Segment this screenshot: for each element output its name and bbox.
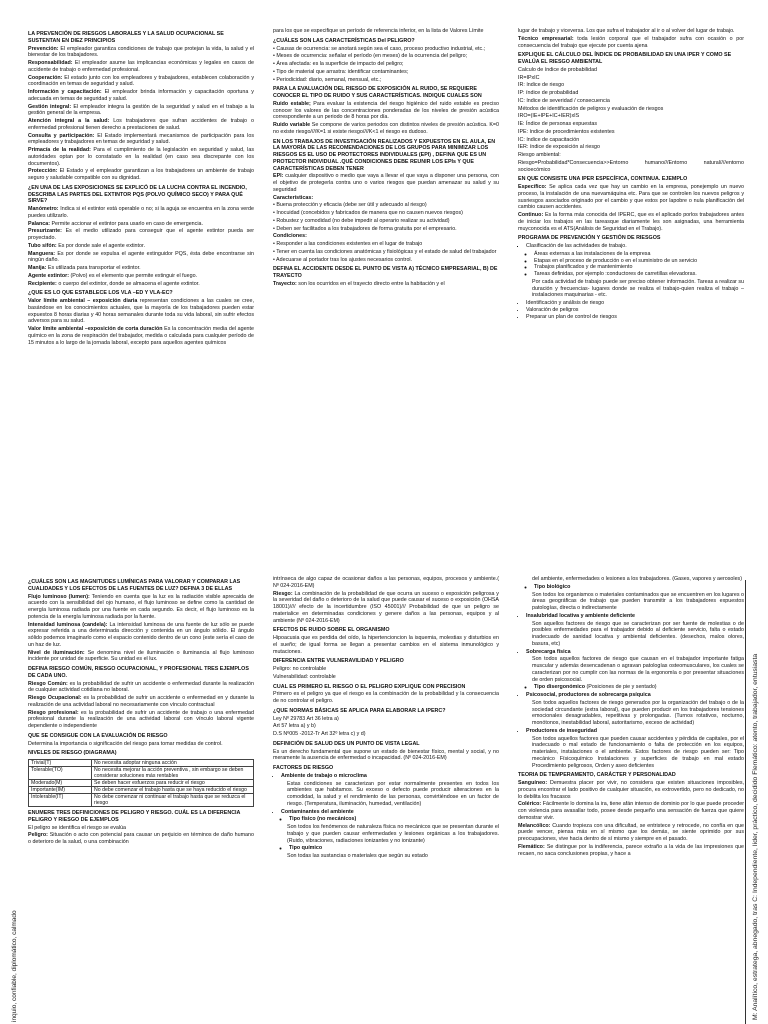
paragraph: D.S Nº005 -2012-Tr Art 32º letra c) y d) xyxy=(273,731,366,737)
list-item: • Causas de ocurrencia: se anotará según sea el caso, proceso productivo industrial, etc.; xyxy=(273,45,486,52)
heading-niveles: NIVELES DE RIESGO (DIAGRAMA) xyxy=(28,750,117,757)
heading-iper-especifica: EN QUE CONSISTE UNA IPER ESPECÍFICA, CONTINUA. EJEMPLO xyxy=(518,176,688,183)
heading-efectos-ruido: EFECTOS DE RUIDO SOBRE EL ORGANISMO xyxy=(273,627,390,634)
paragraph: Vulnerabilidad: controlable xyxy=(273,673,336,680)
program-sublist xyxy=(534,251,744,278)
paragraph: Peligro: Situación o acto con potencial para causar un perjuicio en términos de daño humano o deterioro de la salud, o una combinación xyxy=(28,832,254,845)
formula-line: IE: Índice de personas expuestas xyxy=(518,121,598,127)
top-column-1 xyxy=(28,28,254,510)
top-column-3 xyxy=(518,28,744,510)
table-row: Tolerable(TO) No necesita mejorar la acción preventiva , sin embargo se deben considerar soluciones más rentables xyxy=(29,767,254,780)
heading-extintor: ¿EN UNA DE LAS EXPOSICIONES SE EXPLICÓ DE LA LUCHA CONTRA EL INCENDIO, DESCRIBA LAS PARTES DEL EXTINTOR PQS (POLVO QUÍMICO SECO) Y PARA QUÉ SIRVE? xyxy=(28,184,247,205)
paragraph: Responsabilidad: El empleador asume las implicancias económicas y legales en casos de accidente de trabajo o enfermedad profesional. xyxy=(28,60,254,73)
list-item: • Área afectada: es la superficie de impacto del peligro; xyxy=(273,61,404,67)
paragraph: del ambiente, enfermedades o lesiones a los trabajadores. (Gases, vapores y aerosoles) xyxy=(532,576,743,582)
paragraph: Gestión integral: El empleador integra la gestión de la seguridad y salud en el trabajo a la gestión general de la empresa. xyxy=(28,103,254,117)
paragraph: Art 57 letra a) y b) xyxy=(273,723,316,730)
table-row: Intolerable(IT) No debe comenzar ni continuar el trabajo hasta que se reduzca el riesgo xyxy=(29,794,254,807)
formula-line: Riesgo ambiental: xyxy=(518,152,561,158)
left-margin-text: inquio, confiable, diplomático, calmado xyxy=(11,910,18,1022)
paragraph: Riesgo Ocupacional: es la probabilidad de sufrir un accidente o enfermedad en y durante la realización de una actividad laboral no necesariamente con vínculo contractual xyxy=(28,695,254,708)
heading-normas: ¿QUE NORMAS BÁSICAS SE APLICA PARA ELABORAR LA IPERC? xyxy=(273,707,446,714)
bottom-column-3 xyxy=(518,576,744,1024)
list-item: ◦ Tareas definidas, por ejemplo :conductores de carretillas elevadoras. xyxy=(534,271,744,278)
paragraph: Específico: Se aplica cada vez que hay un cambio en la empresa, ponejemplo un nuevo proceso, la instalación de una nuevamáquina etc. Para que se controlen los nuevos peligros y susriesgos asociados originado por el cambio y que estos por lapobre o nula planificación del cambio causen accidentes. xyxy=(518,184,744,211)
heading-primero: CUAL ES PRIMERO EL RIESGO O EL PELIGRO EXPLIQUE CON PRECISION xyxy=(273,683,466,690)
paragraph: Primacía de la realidad: Para el cumplimiento de la legislación en seguridad y salud, las autoridades optan por lo constatado en la realidad (en caso sea discrepante con los documentos). xyxy=(28,147,254,167)
heading-lumenicas: ¿CUÁLES SON LAS MAGNITUDES LUMÍNICAS PARA VALORAR Y COMPARAR LAS CUALIDADES Y LOS EFECTOS DE LAS FUENTES DE LUZ? DEFINA 3 DE ELLAS xyxy=(28,579,241,592)
paragraph: Atención integral a la salud: Los trabajadores que sufran accidentes de trabajo o enfermedad profesional tienen derecho a prestaciones de salud. xyxy=(28,118,254,131)
paragraph: EPI: cualquier dispositivo o medio que vaya a llevar el que vaya a disponer una persona, con el objetivo de protegerla contra uno o varios riesgos que puedan amenazar su salud y su seguridad xyxy=(273,173,499,193)
factor-sublist xyxy=(289,845,499,852)
list-item: • Adecuarse al portador tras los ajustes necesarios control. xyxy=(273,256,413,263)
formula-line: IPE: índice de procedimientos existentes xyxy=(518,128,615,135)
label: Condiciones: xyxy=(273,233,307,240)
paragraph: Flujo luminoso (lumen): Teniendo en cuenta que la luz es la radiación visible aprecaida de acuerdo con la sensibilidad del ojo humano, el flujo luminoso se define como la cantidad de energía luminosa radiada por una fuente en cada segundo. Es decir, el flujo luminoso es la potencia de la energía luminosa radiada por la fuente. xyxy=(28,593,255,620)
factor-list xyxy=(526,649,744,656)
formula-line: IR: índice de riesgo xyxy=(518,82,565,89)
paragraph: Recipiente: o cuerpo del extintor, donde se almacena el agente extintor. xyxy=(28,280,200,287)
formula-line: IC: índice de capacitación xyxy=(518,136,580,143)
paragraph: Riesgo: La combinación de la probabilidad de que ocurra un suceso o exposición peligrosa y la severidad del daño o deterioro de la salud que puede causar el suceso o exposición (OHSA 18001)//// efecto de la incertidumbre (ISO 45001)/// Probabilidad de que un peligro se materialice en determinadas condiciones y genere daños a las personas, equipos y al ambiente (Nº 024-2016-EM) xyxy=(273,590,499,624)
formula-line: IER: índice de exposición al riesgo xyxy=(518,144,600,151)
paragraph: Ruido variable Se compone de varios periodos con distintos niveles de presión acústica. K=0 no existe riesgo////K=1 si existe riesgo////K<1 el riesgo es dudoso. xyxy=(273,122,499,135)
paragraph: Son todas las sustancias o materiales que según su estado xyxy=(287,853,428,859)
heading-epi: EN LOS TRABAJOS DE INVESTIGACIÓN REALIZADOS Y EXPUESTOS EN EL AULA, EN LA MAYORÍA DE LAS RECOMENDACIONES DE LOS GRUPOS PARA MINIMIZAR LOS RIESGOS ES EL USO DE PROTECTORES INDIVIDUALES (EPI) , DEFINA QUE ES UN PROTECTOR INDIVIDUAL .QUÉ CONDICIONES DEBE REUNIR LOS EPIs Y QUE CARACTERÍSTICAS DEBEN TENER xyxy=(273,138,496,172)
paragraph: Agente extintor: (Polvo) es el elemento que permite extinguir el fuego. xyxy=(28,272,198,279)
factor-list xyxy=(281,773,499,780)
paragraph: Estas condiciones se caracterizan por estar normalmente presentes en todos los ambientes que habitamos. Su exceso o defecto puede producir alteraciones en la comodidad, la salud y el rendimiento de las personas, convirtiéndose en un factor de riesgo. (Temperatura, iluminación, humedad, ventilación) xyxy=(287,780,499,807)
list-item: ▪ Clasificación de las actividades de trabajo. xyxy=(526,243,744,250)
bottom-panel xyxy=(28,576,744,1024)
paragraph: Hipoacusia que es perdida del oído, la hipertencioncion la isquemia, molestias y disturbios en el sueño; de igual forma se llegan a presentar cambios en el sistema inmunológico y mutaciones. xyxy=(273,635,499,655)
list-item: • Preparar un plan de control de riesgos xyxy=(526,314,744,321)
table-row: Moderado(M) Se deben hacer esfuerzos para reducir el riesgo xyxy=(29,780,254,787)
paragraph: Manómetro: Indica si el extintor está operable o no; si la aguja se encuentra en la zona verde puedes utilizarlo. xyxy=(28,206,254,219)
paragraph: Continuo: Es la forma más conocida del IPERC, que es el aplicado porlos trabajadores antes de iniciar los trabajos en las tareasque diariamente les son asignadas, una herramienta muyconocida es el ATS(Análisis de Seguridad en el Trabajo). xyxy=(518,212,744,232)
heading-vla: ¿QUE ES LO QUE ESTABLECE LOS VLA –ED Y VLA-EC? xyxy=(28,290,173,297)
paragraph: Primero es el peligro ya que el riesgo es la combinación de la probabilidad y la consecuencia de no controlar el peligro. xyxy=(273,691,499,704)
list-item: ◦ Áreas externas a las instalaciones de la empresa xyxy=(534,251,744,258)
factor-list xyxy=(526,728,744,735)
factor-sublist xyxy=(534,584,744,591)
right-margin-strip xyxy=(745,580,768,1024)
paragraph: Colérico: Fácilmente lo domina la ira, tiene afán intenso de dominio por lo que puede proceder con violencia para avasallar todo, posee desde pequeño una sensación de fuerza que quiere demostrar vivir. xyxy=(518,801,744,821)
paragraph: Protección: El Estado y el empleador garantizan a los trabajadores un ambiente de trabajo seguro y saludable compatible con su dignidad. xyxy=(28,168,254,181)
paragraph: Son todos los organismos o materiales contaminados que se encuentren en los lugares o áreas geográficas de trabajo que pueden transmitir a los trabajadores expuestos patologías, directa o indirectamente xyxy=(532,591,744,611)
paragraph: Palanca: Permite accionar el extintor para usarlo en caso de emergencia. xyxy=(28,220,203,227)
formula-line: IR=IPxIC xyxy=(518,74,540,81)
list-item: ◦ Tipo físico (no mecánicos) xyxy=(289,816,499,823)
factor-sublist xyxy=(289,816,499,823)
list-item: • Responder a las condiciones existentes en el lugar de trabajo xyxy=(273,241,423,247)
factor-sublist xyxy=(534,684,744,691)
paragraph: Técnico empresarial: toda lesión corporal que el trabajador sufra con ocasión o por consecuencia del trabajo que ejecute por cuenta ajena xyxy=(518,35,744,49)
heading-temperamento: TEORIA DE TEMPERAMENTO, CARÁCTER Y PERSONALIDAD xyxy=(518,772,676,779)
formula-line: Métodos de identificación de peligros y evaluación de riesgos xyxy=(518,105,664,112)
heading-factores: FACTORES DE RIESGO xyxy=(273,765,334,771)
factor-list xyxy=(526,613,744,620)
list-item: ◦ Tipo disergonómico (Posiciones de pie y sentado) xyxy=(534,684,744,691)
paragraph: Son todos aquellos factores de riesgo que causan en el trabajador importante fatiga muscular y además desencadenan o agravan patologías osteomusculares, los cuales se caracterizan por no cumplir con las normas de la ergonomía o por presentar situaciones de orden psicosocial. xyxy=(532,656,744,683)
heading-salud: DEFINICIÓN DE SALUD DES UN PUNTO DE VISTA LEGAL xyxy=(273,740,420,747)
list-item: • Tener en cuenta las condiciones anatómicas y fisiológicas y el estado de salud del trabajador xyxy=(273,248,497,255)
paragraph: Presurizante: Es el medio utilizado para conseguir que el agente extintor pueda ser proyectado. xyxy=(28,228,254,241)
list-item: • Contaminantes del ambiente xyxy=(281,809,499,816)
top-column-2 xyxy=(273,28,499,510)
table-row: Trivial(T) No necesita adoptar ninguna acción xyxy=(29,760,254,767)
paragraph: Melancólico: Cuando tropieza con una dificultad, se entristece y retrocede, no confía en que puede vencer, piensa más en sí mismo que los demás, se siente oprimido por sus preocupaciones, vive hacia dentro de sí mismo y siempre en el pasado. xyxy=(518,822,744,842)
left-margin-strip xyxy=(0,800,18,1024)
heading-principios: LA PREVENCIÓN DE RIESGOS LABORALES Y LA SALUD OCUPACIONAL SE SUSTENTAN EN DIEZ PRINCIPIOS xyxy=(28,31,224,44)
program-list-2 xyxy=(526,300,744,320)
paragraph: Sanguíneo: Demuestra placer por vivir, no considera que existen situaciones imposibles, procura encontrar el lado positivo de cualquier situación, es extrovertido, pero no dedicado, no lo debilita los fracasos xyxy=(518,780,744,800)
factor-list xyxy=(526,692,744,699)
list-item: • Productores de inseguridad xyxy=(526,728,744,735)
paragraph: Tubo sifón: Es por donde sale el agente extintor. xyxy=(28,242,145,249)
paragraph: Peligro: no controlable xyxy=(273,666,327,672)
right-margin-text: M: Analítico, estratega, abnegado, tras C: Independiente, líder, práctico, decidido Flemático: atento, trabajador, entusiasta xyxy=(752,653,759,1020)
paragraph: Trayecto: son los ocurridos en el trayecto directo entre la habitación y el xyxy=(273,280,445,287)
list-item: ◦ Trabajos planificados y de mantenimiento xyxy=(534,264,744,271)
paragraph: Es un derecho fundamental que supone un estado de bienestar físico, mental y social, y no meramente la ausencia de enfermedad o incapacidad. (Nº 024-2016-EM) xyxy=(273,748,499,762)
paragraph: Son todos aquellos factores que pueden causar accidentes y pérdida de capitales, por el inadecuado o mal estado de funcionamiento o falta de protección en los equipos, materiales, instalaciones o el ambiente. Estos factores de riesgo pueden ser: Tipo mecánico Físicoquímico Instalaciones y superficies de trabajo en mal estado Procedimiento peligrosos, Orden y aseo deficientes xyxy=(532,735,744,769)
paragraph: Prevención: El empleador garantiza condiciones de trabajo que protejan la vida, la salud y el bienestar de los trabajadores. xyxy=(28,45,254,59)
paragraph: Riesgo Común: es la probabilidad de sufrir un accidente o enfermedad durante la realización de cualquier actividad cotidiana no laboral. xyxy=(28,680,254,694)
paragraph: Flemático: Se distingue por la indiferencia, parece extraño a la vida de las impresiones que recaen, no saca conclusiones propias, y hace a xyxy=(518,843,744,857)
formula-line: IC: índice de severidad / consecuencia xyxy=(518,97,610,104)
paragraph: Son todos los fenómenos de naturaleza física no mecánicos que se presentan durante el trabajo y que pueden causar enfermedades y lesiones orgánicas a los trabajadores. (Ruido, vibraciones, radiaciones ionizantes y no ionizante) xyxy=(287,824,499,844)
factor-list xyxy=(281,809,499,816)
list-item: • Deben ser facilitados a los trabajadores de forma gratuita por el empresario. xyxy=(273,225,457,232)
heading-iper: EXPLIQUE EL CÁLCULO DEL ÍNDICE DE PROBABILIDAD EN UNA IPER Y COMO SE EVALÚA EL RIESGO AMBIENTAL xyxy=(518,52,732,65)
formula-line: IRO=(IE+IPE+IC+IER)xIS xyxy=(518,113,580,120)
paragraph: para los que se especifique un período de referencia inferior, en la lista de Valores Límite xyxy=(273,28,484,34)
heading-programa: PROGRAMA DE PREVENCIÓN Y GESTIÓN DE RIESGOS xyxy=(518,235,661,242)
list-item: • Buena protección y eficacia (debe ser útil y adecuado al riesgo) xyxy=(273,202,427,209)
paragraph: El peligro se identifica el riesgo se evalúa xyxy=(28,824,127,831)
paragraph: Ley Nº 29783 Art 36 letra a) xyxy=(273,715,339,722)
list-item: • Robustez y comodidad (no debe impedir al operario realizar su actividad) xyxy=(273,217,450,224)
bottom-column-1 xyxy=(28,576,254,1024)
paragraph: Manguera: Es por donde se expulsa el agente extinguidor PQS, ésta debe encontrarse sin ningún daño. xyxy=(28,250,254,264)
formula-line: Riesgo=Probabilidad*Consecuencia>>Entorno humano///Entorno natural////entorno socioecómico xyxy=(518,159,744,173)
formula-line: Calculo de índice de probabilidad xyxy=(518,66,598,73)
paragraph: Son todos aquellos factores de riesgo generados por la organización del trabajo o de la sociedad circundante (extra laboral), que pueden producir en los trabajadores tensiones emocionales desagradables, repetitivas y prolongadas. (Turnos rotativos, nocturno, monótonos, inestabilidad laboral, autoritarismo, exceso de actividad) xyxy=(532,699,744,726)
heading-accidente: DEFINA EL ACCIDENTE DESDE EL PUNTO DE VISTA A) TÉCNICO EMPRESARIAL, B) DE TRAYECTO xyxy=(273,266,498,279)
paragraph: Riesgo profesional: es la probabilidad de sufrir un accidente de trabajo o una enfermedad profesional durante la realización de una actividad laboral con vínculo laboral vigente dependiente o independiente xyxy=(28,709,254,729)
paragraph: Consulta y participación: El Estado implementará mecanismos de participación para los empleadores y trabajadores en temas de seguridad y salud. xyxy=(28,132,254,146)
paragraph: lugar de trabajo y viceversa. Los que sufra el trabajador al ir o al volver del lugar de trabajo. xyxy=(518,28,735,34)
list-item: • Tipo de material que arrastra: identificar contaminantes; xyxy=(273,68,409,75)
paragraph: Por cada actividad de trabajo puede ser preciso obtener información. Tareas a realizar su duración y frecuencias- lugares donde se realiza el trabajo-quien realiza el trabajo –instalaciones maquinarias - etc. xyxy=(532,278,744,299)
heading-caracteristicas: ¿CUÁLES SON LAS CARACTERÍSTICAS Del PELIGRO? xyxy=(273,37,415,44)
paragraph: Cooperación: El estado junto con los empleadores y trabajadores, establecen colaboración y coordinación en temas de seguridad y salud. xyxy=(28,74,254,88)
paragraph: Valor límite ambiental – exposición diaria representan condiciones a las cuales se cree, basándose en los conocimientos actuales, que la mayoría de los trabajadores pueden estar expuestos 8 horas diarias y 40 horas semanales durante toda su vida laboral, sin sufrir efectos adversos para su salud. xyxy=(28,298,254,325)
list-item: • Psicosocial, productores de sobrecarga psíquica xyxy=(526,692,744,699)
list-item: • Periodicidad: diario, semanal, mensual, etc.; xyxy=(273,76,382,83)
list-item: • Identificación y análisis de riesgo xyxy=(526,300,744,307)
list-item: • Valoración de peligros xyxy=(526,307,744,314)
paragraph: Determina la importancia o significación del riesgo para tomar medidas de control. xyxy=(28,740,223,747)
paragraph: intrínseca de algo capaz de ocasionar daños a las personas, equipos, procesos y ambiente.( Nº 024-2016-EM) xyxy=(273,576,499,589)
risk-level-table xyxy=(28,759,254,807)
list-item: • Meses de ocurrencia: señalar el período (en meses) de la ocurrencia del peligro; xyxy=(273,53,468,60)
paragraph: Son aquellos factores de riesgo que se caracterizan por ser fuente de molestias o de posibles enfermedades para el trabajador debido al deficiente servicio, falta o estado inadecuado de sanidad locativa y ambiental deficientes. (desechos, malos olores, basura, etc) xyxy=(532,620,744,647)
top-panel xyxy=(28,28,744,510)
paragraph: Nivel de iluminación: Se denomina nivel de iluminación o iluminancia al flujo luminoso incidente por unidad de superficie. Su unidad es el lux. xyxy=(28,649,254,663)
paragraph: Ruido estable; Para evaluar la existencia del riesgo higiénico del ruido estable es preciso conocer los valores de las concentraciones ponderadas de los niveles de presión acústica correspondiente a un periodo de 8 horas por día. xyxy=(273,100,499,121)
list-item: ◦ Tipo químico xyxy=(289,845,499,852)
heading-evaluacion: QUE SE CONSIGUE CON LA EVALUACIÓN DE RIESGO xyxy=(28,732,168,739)
table-row: Importante(IM) No debe comenzar el trabajo hasta que se haya reducido el riesgo xyxy=(29,787,254,794)
list-item: • Sobrecarga física xyxy=(526,649,744,656)
list-item: • Inocuidad (concebidos y fabricados de manera que no causen nuevos riesgos) xyxy=(273,210,463,216)
paragraph: Intensidad luminosa (candela): La intensidad luminosa de una fuente de luz sólo se puede expresar referida a una determinada dirección y contenida en un ángulo sólido. El ángulo sólido podemos imaginarlo como el espacio contenido dentro de un cono (este sería el caso de un haz de luz. xyxy=(28,621,254,648)
heading-definiciones: DEFINA RIESGO COMÚN, RIESGO OCUPACIONAL, Y PROFESIONAL TRES EJEMPLOS DE CADA UNO. xyxy=(28,666,249,679)
paragraph: Valor límite ambiental –exposición de corta duración Es la concentración media del agente químico en la zona de respiración del trabajador, medida o calculada para cualquier período de 15 minutos a lo largo de la jornada laboral, excepto para aquellos agentes químicos xyxy=(28,326,254,346)
paragraph: Manija: Es utilizada para transportar el extintor. xyxy=(28,265,141,271)
formula-line: IP: índice de probabilidad xyxy=(518,90,579,96)
bottom-column-2 xyxy=(273,576,499,1024)
heading-diferencia: DIFERENCIA ENTRE VULNERAVILIDAD Y PELIGRO xyxy=(273,658,404,665)
list-item: • Ambiente de trabajo o microclima xyxy=(281,773,499,780)
heading-peligro-riesgo: ENUMERE TRES DEFINICIONES DE PELIGRO Y RIESGO. CUÁL ES LA DIFERENCIA PELIGRO Y RIESGO DE EJEMPLOS xyxy=(28,810,241,823)
list-item: ◦ Tipo biológico xyxy=(534,584,744,591)
heading-ruido: PARA LA EVALUACIÓN DEL RIESGO DE EXPOSICIÓN AL RUIDO, SE REQUIERE CONOCER EL TIPO DE RUIDO Y SUS CARACTERÍSTICAS. INDIQUE CUALES SON xyxy=(273,86,482,99)
program-list xyxy=(526,243,744,250)
list-item: ◦ Etapas en el proceso de producción o en el suministro de un servicio xyxy=(534,258,744,265)
label: Características: xyxy=(273,194,314,201)
paragraph: Información y capacitación: El empleador brinda información y capacitación oportuna y adecuada en temas de seguridad y salud. xyxy=(28,89,254,102)
list-item: • Insalubridad locativa y ambiente deficiente xyxy=(526,613,744,620)
